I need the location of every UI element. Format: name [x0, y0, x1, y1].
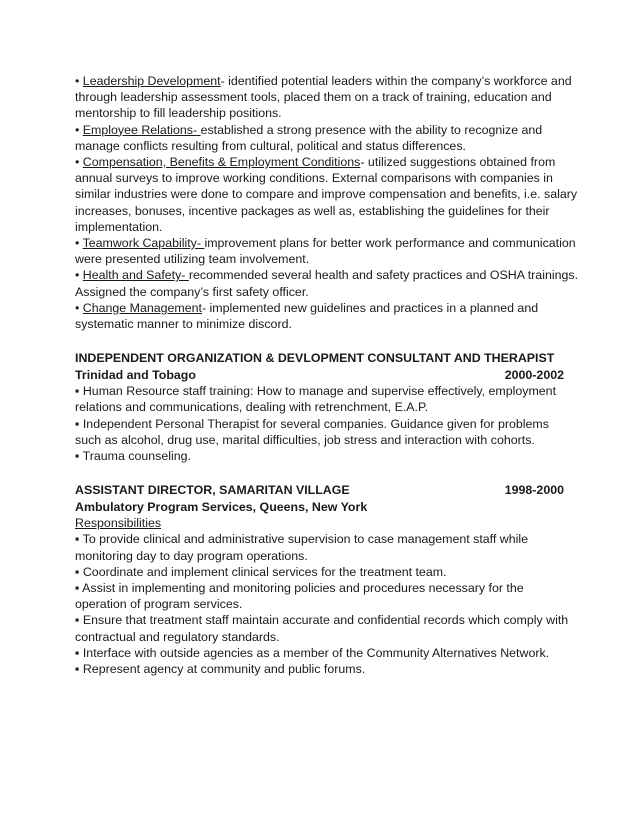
list-item	[75, 580, 578, 612]
list-item	[75, 73, 578, 122]
job-title: ASSISTANT DIRECTOR, SAMARITAN VILLAGE	[75, 483, 350, 498]
section-title	[75, 482, 578, 499]
item-label: Teamwork Capability-	[82, 236, 205, 251]
list-item	[75, 645, 578, 661]
section-title	[75, 350, 578, 367]
job-location: Trinidad and Tobago	[75, 367, 196, 382]
item-label: Health and Safety-	[82, 268, 189, 283]
item-text: - utilized suggestions obtained from annual surveys to improve working conditions. External comparisons with companies in similar industries were done to compare and improve compensation and benefits, i.e. salary increases, bonuses, incentive packages as well as, establishing the guidelines for their implementation.	[75, 155, 578, 234]
list-item	[75, 122, 578, 154]
subtitle-row	[75, 499, 578, 516]
item-label: Compensation, Benefits & Employment Conditions	[82, 155, 361, 170]
item-text: improvement plans for better work performance and communication were presented utilizing team involvement.	[75, 236, 576, 267]
bullet: ▪	[75, 384, 80, 399]
item-text: recommended several health and safety practices and OSHA trainings. Assigned the company’s first safety officer.	[75, 268, 579, 299]
list-item	[75, 564, 578, 580]
list-item	[75, 531, 578, 563]
bullet: •	[75, 300, 80, 315]
bullet: ▪	[75, 645, 80, 660]
item-text: Represent agency at community and public forums.	[82, 662, 366, 677]
job-subtitle: Ambulatory Program Services, Queens, New York	[75, 499, 368, 514]
bullet: •	[75, 74, 80, 88]
item-text: - identified potential leaders within the company’s workforce and through leadership assessment tools, placed them on a track of training, education and mentorship to fill leadership positions.	[75, 74, 572, 121]
item-text: Human Resource staff training: How to manage and supervise effectively, employment relations and communications, dealing with retrenchment, E.A.P.	[75, 384, 557, 415]
item-text: To provide clinical and administrative supervision to case management staff while monitoring day to day program operations.	[75, 532, 528, 563]
item-text: established a strong presence with the ability to recognize and manage conflicts resulting from cultural, political and status differences.	[75, 122, 543, 153]
job-title: INDEPENDENT ORGANIZATION & DEVLOPMENT CONSULTANT AND THERAPIST	[75, 351, 555, 366]
bullet: •	[75, 268, 80, 283]
item-text: Coordinate and implement clinical services for the treatment team.	[82, 564, 447, 579]
bullet: ▪	[75, 581, 80, 596]
item-text: Independent Personal Therapist for several companies. Guidance given for problems such as alcohol, drug use, marital difficulties, job stress and interaction with cohorts.	[75, 416, 549, 447]
item-text: Assist in implementing and monitoring policies and procedures necessary for the operation of program services.	[75, 581, 524, 612]
list-item	[75, 267, 578, 299]
bullet: •	[75, 236, 80, 251]
list-item	[75, 300, 578, 332]
item-label: Leadership Development	[82, 74, 221, 88]
item-label: Employee Relations-	[82, 122, 201, 137]
bullet: •	[75, 155, 80, 170]
item-text: Ensure that treatment staff maintain accurate and confidential records which comply with contractual and regulatory standards.	[75, 613, 569, 644]
list-item	[75, 612, 578, 644]
list-item	[75, 661, 578, 677]
list-item	[75, 448, 578, 464]
item-label: Change Management	[82, 300, 202, 315]
leadership-list	[75, 73, 578, 332]
bullet: ▪	[75, 613, 80, 628]
bullet: ▪	[75, 449, 80, 464]
responsibilities-heading: Responsibilities	[75, 516, 162, 531]
bullet: •	[75, 122, 80, 137]
list-item	[75, 154, 578, 235]
item-text: Interface with outside agencies as a member of the Community Alternatives Network.	[82, 645, 550, 660]
list-item	[75, 235, 578, 267]
item-text: - implemented new guidelines and practices in a planned and systematic manner to minimize discord.	[75, 300, 539, 332]
list-item	[75, 383, 578, 415]
job-dates: 1998-2000	[504, 483, 564, 498]
list-item	[75, 416, 578, 448]
director-section	[75, 482, 578, 677]
bullet: ▪	[75, 662, 80, 677]
job-dates: 2000-2002	[504, 367, 564, 382]
location-row	[75, 367, 578, 384]
bullet: ▪	[75, 416, 80, 431]
item-text: Trauma counseling.	[82, 449, 191, 464]
bullet: ▪	[75, 532, 80, 547]
consultant-section	[75, 350, 578, 464]
bullet: ▪	[75, 564, 80, 579]
